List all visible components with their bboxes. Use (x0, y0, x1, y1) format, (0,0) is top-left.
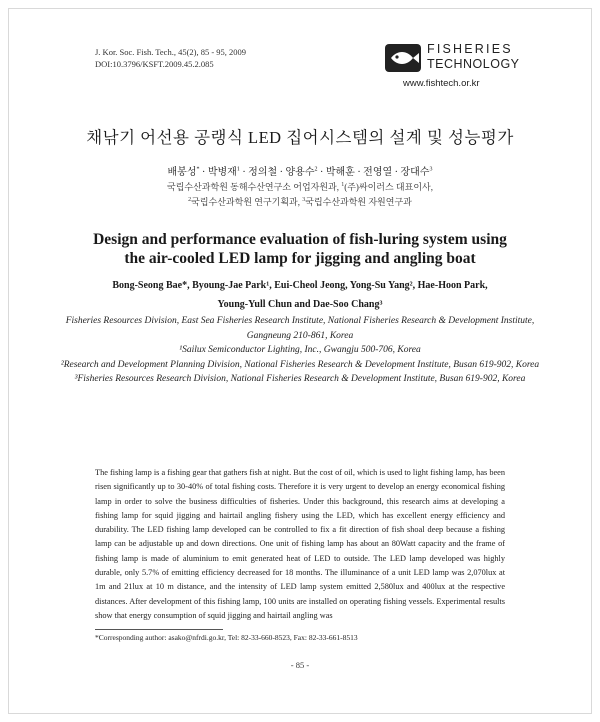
korean-authors: 배봉성* · 박병재$^1$ · 정의철 · 양용수$^2$ · 박해훈 · 전영열 · 장대수$^3$ (167, 166, 433, 178)
korean-author-name: 박병재 (207, 167, 237, 178)
english-affiliation: ²Research and Development Planning Division, National Fisheries Research & Development Institute, Busan 619-902, Korea (60, 359, 540, 370)
author-mark: 3 (429, 166, 433, 173)
english-affiliation: Fisheries Resources Division, East Sea Fisheries Research Institute, National Fisheries Research & Development Institute, Gangneung 210-861, Korea (65, 316, 535, 341)
english-authors-line1: Bong-Seong Bae*, Byoung-Jae Park¹, Eui-Cheol Jeong, Yong-Su Yang², Hae-Hoon Park, (112, 280, 488, 291)
journal-header (95, 46, 246, 70)
english-title-line1: Design and performance evaluation of fish-luring system using (93, 231, 507, 248)
footnote-divider (95, 629, 223, 630)
fish-logo-icon (385, 44, 421, 72)
korean-author-name: 장대수 (400, 167, 430, 178)
korean-author-name: 전영열 (363, 167, 393, 178)
korean-affiliations (60, 180, 540, 210)
korean-title: 채낚기 어선용 공랭식 LED 집어시스템의 설계 및 성능평가 (86, 128, 514, 147)
page-number: - 85 - (290, 660, 310, 670)
english-title (60, 230, 540, 268)
author-mark: 1 (236, 166, 240, 173)
korean-affiliation-line2: $^2$국립수산과학원 연구기획과, $^3$국립수산과학원 자원연구과 (188, 197, 412, 207)
journal-doi: DOI:10.3796/KSFT.2009.45.2.085 (95, 59, 214, 69)
english-affiliation: ³Fisheries Resources Research Division, National Fisheries Research & Development Institute, Busan 619-902, Korea (74, 374, 526, 384)
english-affiliations (60, 314, 540, 387)
logo-text-technology: TECHNOLOGY (427, 57, 520, 71)
corresponding-author-footnote: *Corresponding author: asako@nfrdi.go.kr, Tel: 82-33-660-8523, Fax: 82-33-661-8513 (95, 633, 358, 642)
author-mark: * (196, 166, 200, 173)
english-authors (60, 276, 540, 314)
english-title-line2: the air-cooled LED lamp for jigging and angling boat (124, 250, 476, 267)
journal-logo (385, 38, 525, 98)
english-authors-line2: Young-Yull Chun and Dae-Soo Chang³ (217, 299, 383, 310)
english-affiliation: ¹Sailux Semiconductor Lighting, Inc., Gwangju 500-706, Korea (179, 345, 421, 355)
logo-text-fisheries: FISHERIES (427, 42, 513, 56)
abstract-text: The fishing lamp is a fishing gear that gathers fish at night. But the cost of oil, which is used to light fishing lamp, has been risen significantly up to 30-40% of total fishing costs. Therefore it is very urgent to develop an energy economical fishing lamp in order to solve the business difficulties of fisheries. Under this background, this research aims at developing a fishing lamp for squid jigging and hairtail angling fishery using the LED, which has excellent energy efficiency and durability. The LED fishing lamp developed can be controlled to fix a fit direction of fish shoal deep because a fishing lamp can be adjustable up and down directions. One unit of fishing lamp has about an 80Watt capacity and the frame of fishing lamp is made of aluminium to emit generated heat of LED to outside. The LED lamp developed was highly durable, only 5.7% of emitting efficiency decreased for 18 months. The illuminance of a unit LED lamp was 2,070lux at 1m and 21lux at 10 m distance, and the intensity of LED lamp system emitted 2,580lux and 400lux at the respective distances. After development of this fishing lamp, 100 units are installed on operating fishing vessels. Experimental results show that energy consumption of squid jigging and hairtail angling was (95, 468, 505, 620)
korean-author-name: 배봉성 (167, 167, 197, 178)
author-mark: 2 (314, 166, 318, 173)
korean-affiliation-line1: 국립수산과학원 동해수산연구소 어업자원과, $^1$(주)싸이러스 대표이사, (167, 182, 433, 192)
journal-citation: J. Kor. Soc. Fish. Tech., 45(2), 85 - 95, 2009 (95, 47, 247, 57)
korean-author-name: 정의철 (248, 167, 278, 178)
korean-author-name: 양용수 (285, 167, 315, 178)
korean-author-name: 박해훈 (325, 167, 355, 178)
journal-url-link[interactable]: www.fishtech.or.kr (403, 78, 480, 89)
